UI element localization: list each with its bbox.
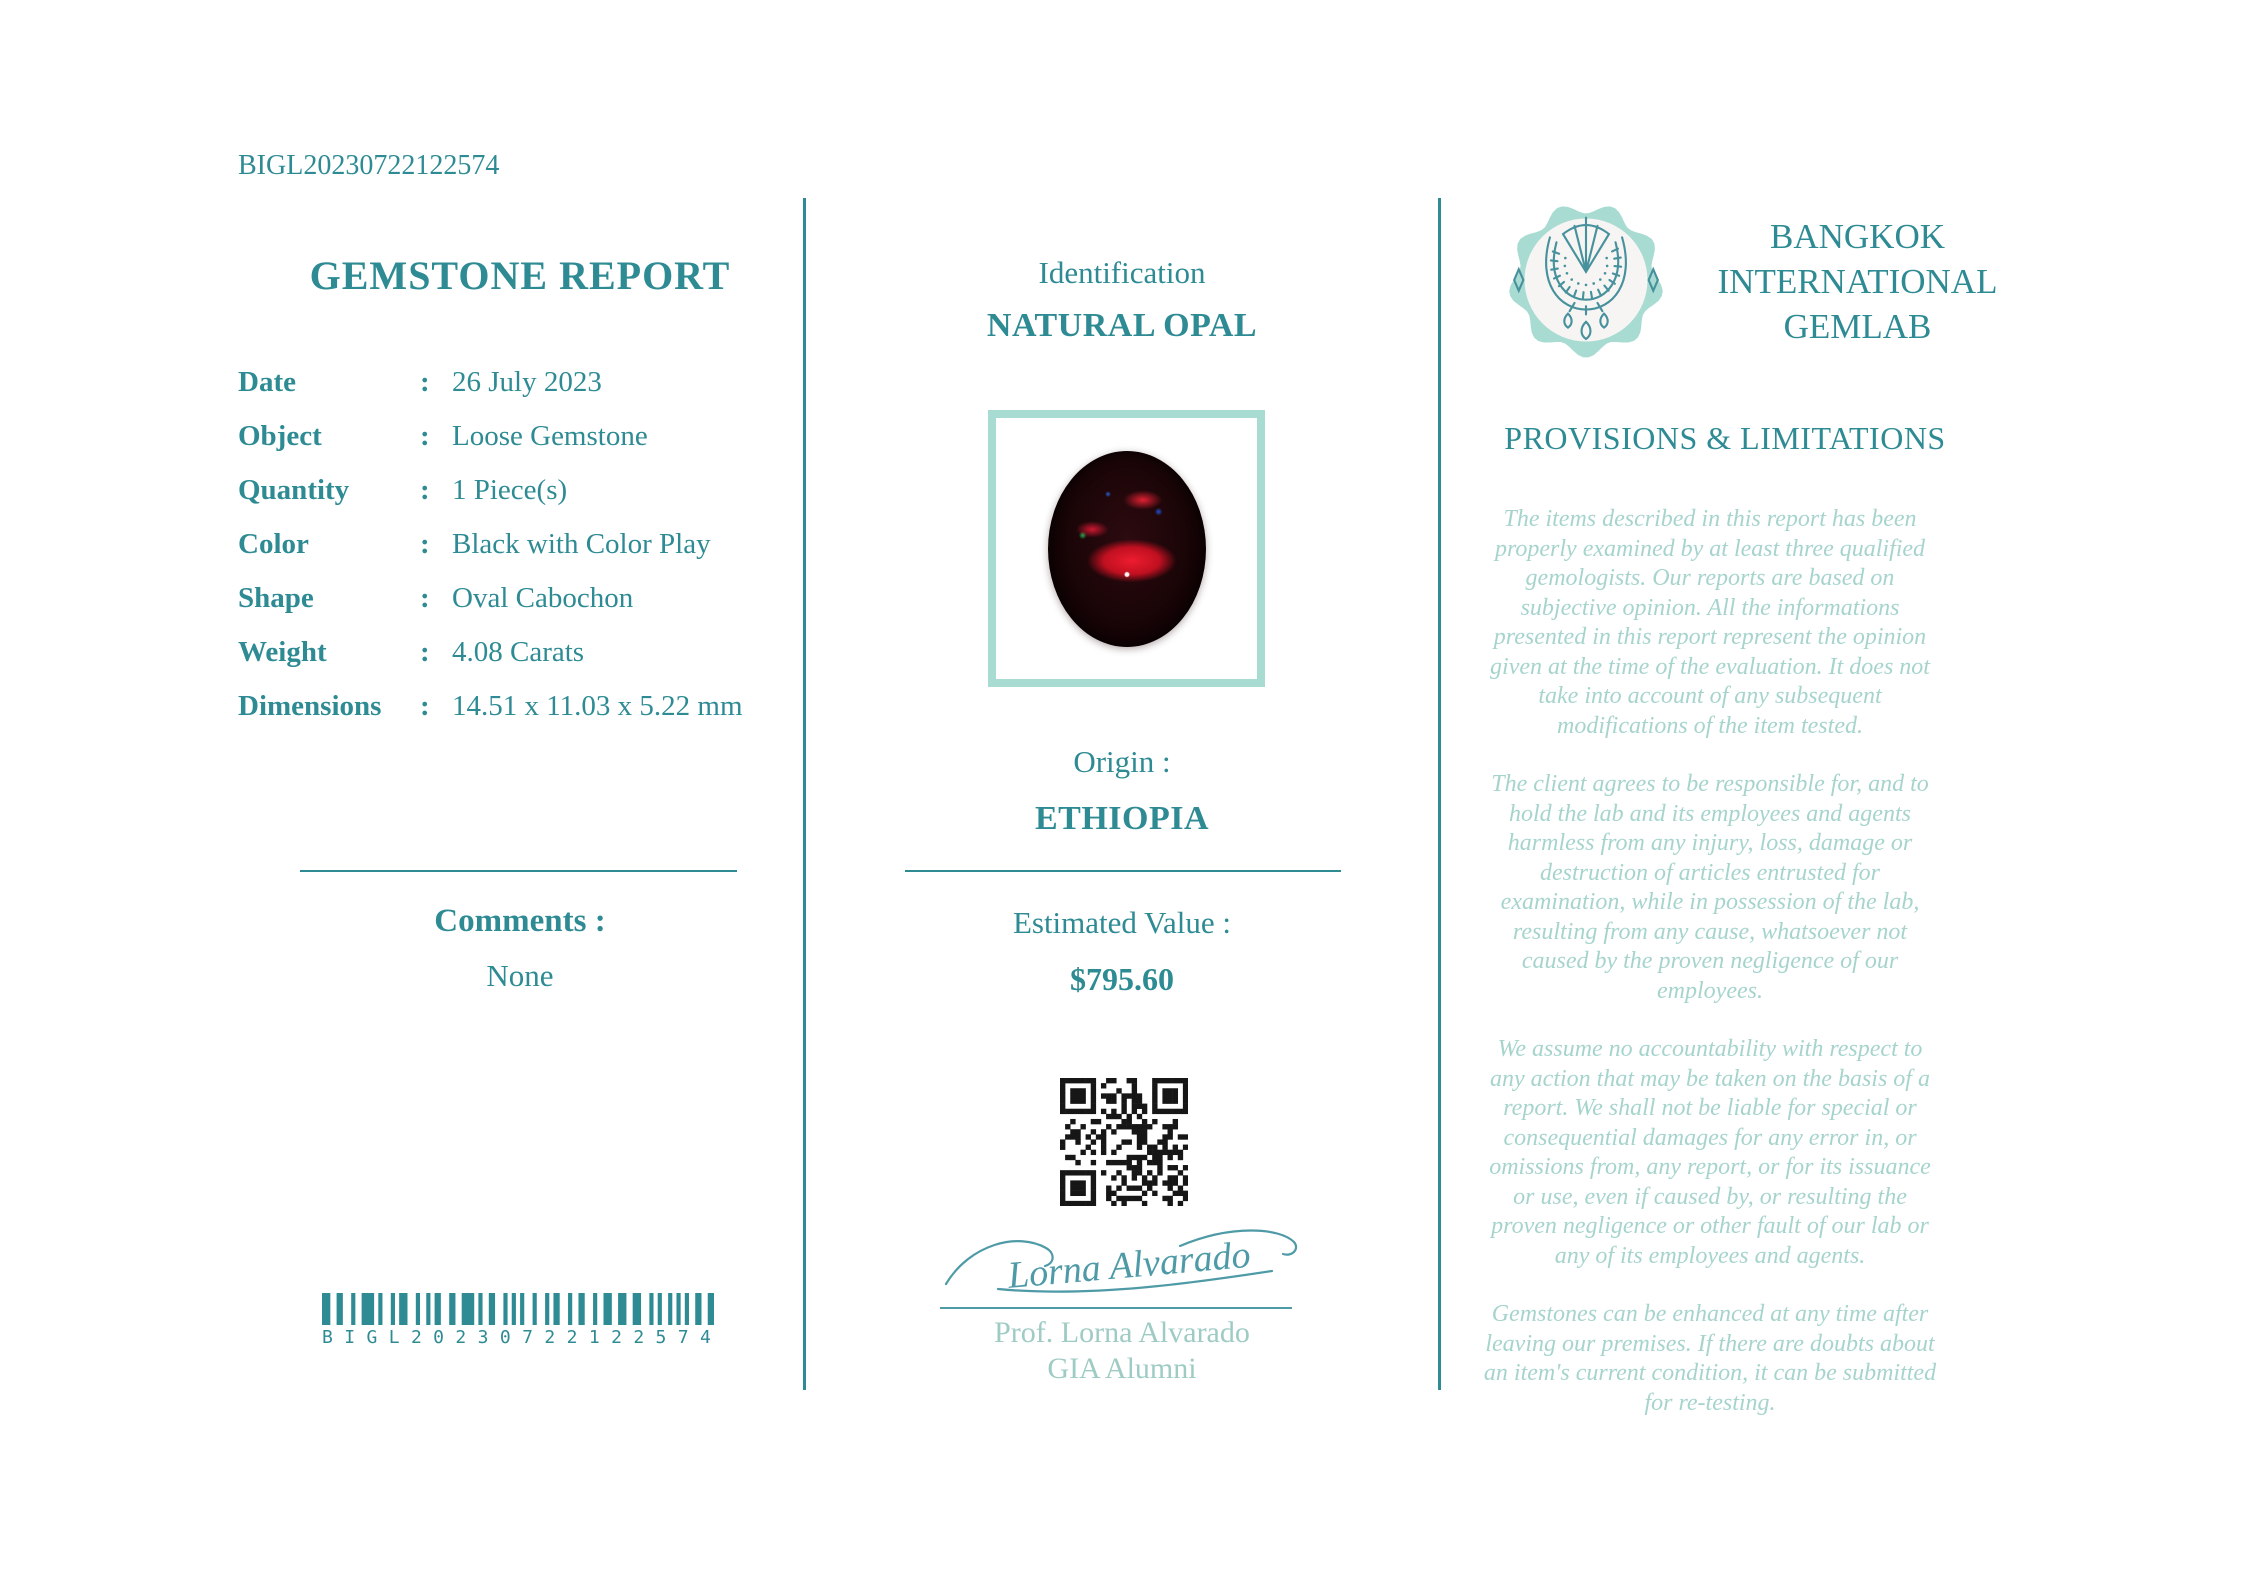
estimated-value: $795.60 — [1070, 961, 1174, 997]
signatory-name: Prof. Lorna Alvarado — [994, 1316, 1250, 1349]
report-serial-number: BIGL20230722122574 — [238, 150, 500, 181]
field-label: Weight — [238, 636, 327, 668]
signature — [942, 1216, 1302, 1308]
field-row-shape — [238, 582, 783, 636]
field-colon: : — [420, 582, 430, 614]
lab-name — [1700, 214, 2015, 349]
field-row-date — [238, 366, 783, 420]
signature-name-text: Lorna Alvarado — [1006, 1233, 1253, 1297]
field-value: Loose Gemstone — [452, 420, 648, 452]
gemstone-photo — [1048, 451, 1206, 647]
qr-code-icon — [1060, 1078, 1188, 1206]
comments-label: Comments : — [434, 903, 606, 939]
report-fields — [238, 366, 783, 744]
field-label: Object — [238, 420, 322, 452]
field-value: 1 Piece(s) — [452, 474, 568, 506]
lab-name-line: GEMLAB — [1783, 307, 1932, 346]
provisions-paragraphs — [1480, 505, 1940, 1447]
comments-value: None — [486, 958, 554, 993]
field-label: Color — [238, 528, 309, 560]
field-colon: : — [420, 528, 430, 560]
identification-value: NATURAL OPAL — [986, 307, 1258, 344]
field-value: 14.51 x 11.03 x 5.22 mm — [452, 690, 743, 722]
field-label: Shape — [238, 582, 314, 614]
field-colon: : — [420, 366, 430, 398]
lab-name-line: BANGKOK — [1770, 217, 1945, 256]
report-title: GEMSTONE REPORT — [309, 253, 731, 298]
barcode-bars-icon — [322, 1293, 714, 1325]
field-value: 26 July 2023 — [452, 366, 602, 398]
field-colon: : — [420, 690, 430, 722]
column-divider-right — [1438, 198, 1441, 1390]
field-colon: : — [420, 636, 430, 668]
origin-label: Origin : — [1073, 744, 1171, 779]
field-label: Quantity — [238, 474, 350, 506]
provisions-paragraph: The client agrees to be responsible for, and to hold the lab and its employees and agents harmless from any injury, loss, damage or destruction of articles entrusted for examination, while in possession of the lab, resulting from any cause, whatsoever not caused by the proven negligence of our employees. — [1491, 771, 1929, 1004]
estimated-value-label: Estimated Value : — [1012, 905, 1232, 940]
signature-divider — [940, 1307, 1292, 1309]
gemlab-logo-icon — [1504, 198, 1668, 362]
field-row-quantity — [238, 474, 783, 528]
gemstone-photo-frame — [988, 410, 1265, 687]
field-row-dimensions — [238, 690, 783, 744]
qr-code-svg — [1060, 1078, 1188, 1206]
provisions-paragraph: The items described in this report has been properly examined by at least three qualified gemologists. Our reports are based on subjective opinion. All the informations presented in this report represent the opinion given at the time of the evaluation. It does not take into account of any subsequent modifications of the item tested. — [1490, 506, 1930, 739]
provisions-paragraph: We assume no accountability with respect to any action that may be taken on the basis of a report. We shall not be liable for special or consequential damages for any error in, or omissions from, any report, or for its issuance or use, even if caused by, or resulting the proven negligence or other fault of our lab or any of its employees and agents. — [1489, 1036, 1931, 1269]
field-row-object — [238, 420, 783, 474]
provisions-title: PROVISIONS & LIMITATIONS — [1504, 420, 1946, 456]
comments-divider — [300, 870, 737, 872]
identification-label: Identification — [1038, 255, 1206, 290]
field-row-color — [238, 528, 783, 582]
barcode — [322, 1293, 723, 1348]
field-label: Dimensions — [238, 690, 382, 722]
field-label: Date — [238, 366, 296, 398]
field-value: Oval Cabochon — [452, 582, 634, 614]
field-colon: : — [420, 420, 430, 452]
signature-icon — [942, 1216, 1302, 1308]
provisions-paragraph: Gemstones can be enhanced at any time after leaving our premises. If there are doubts about an item's current condition, it can be submitted for re-testing. — [1483, 1301, 1937, 1416]
field-row-weight — [238, 636, 783, 690]
gemlab-logo-badge — [1504, 198, 1668, 362]
origin-value: ETHIOPIA — [1034, 800, 1210, 837]
column-divider-left — [803, 198, 806, 1390]
signatory-title: GIA Alumni — [1047, 1352, 1197, 1385]
value-divider — [905, 870, 1341, 872]
field-value: Black with Color Play — [452, 528, 711, 560]
field-value: 4.08 Carats — [452, 636, 585, 668]
barcode-text: BIGL20230722122574 — [322, 1327, 723, 1348]
field-colon: : — [420, 474, 430, 506]
lab-name-line: INTERNATIONAL — [1717, 262, 1998, 301]
